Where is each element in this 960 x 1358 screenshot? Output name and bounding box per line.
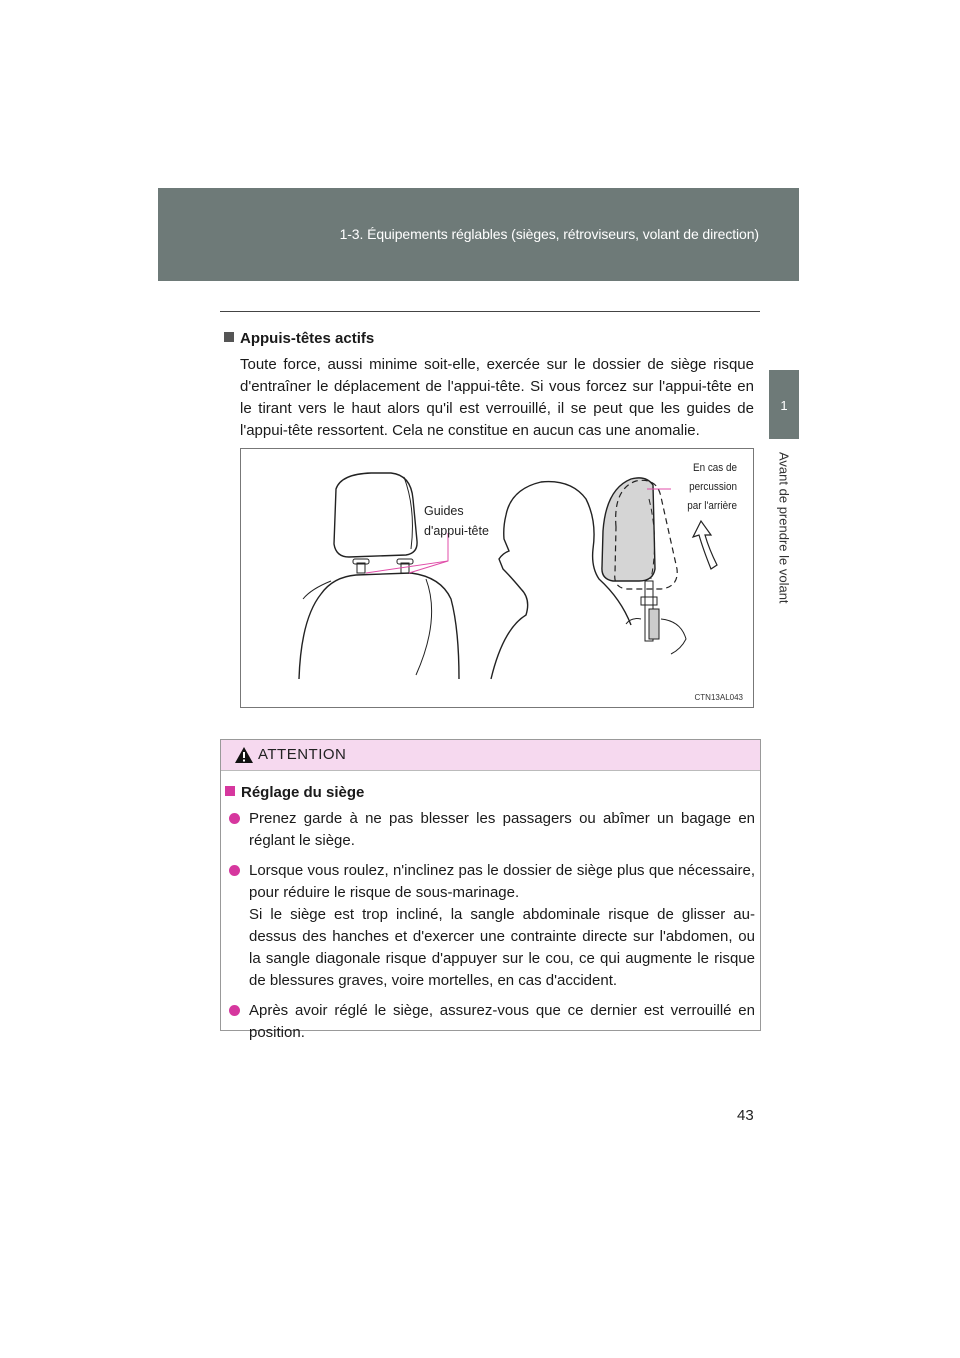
headrest-diagram xyxy=(241,449,753,707)
chapter-tab xyxy=(769,370,799,439)
warning-subtitle-row xyxy=(225,784,364,801)
label-rear-impact xyxy=(683,459,737,516)
warning-list xyxy=(225,808,755,1052)
bullet-dot-icon xyxy=(229,865,240,876)
section-title: Appuis-têtes actifs xyxy=(240,330,375,347)
warning-box xyxy=(220,739,761,1041)
label-impact-line2: percussion xyxy=(689,481,737,493)
warning-triangle-icon xyxy=(234,746,254,764)
warning-header xyxy=(221,740,760,771)
header-band xyxy=(158,188,799,281)
warning-item-text: Lorsque vous roulez, n'inclinez pas le dossier de siège plus que nécessaire, pour réduire le risque de sous-marinage. xyxy=(249,862,755,901)
warning-item xyxy=(225,1000,755,1044)
section-divider xyxy=(220,311,760,312)
side-chapter-label xyxy=(776,452,792,632)
chapter-tab-number: 1 xyxy=(780,398,788,413)
warning-subtitle: Réglage du siège xyxy=(241,784,365,801)
bullet-dot-icon xyxy=(229,1005,240,1016)
label-guides-line2: d'appui-tête xyxy=(424,524,489,538)
warning-item xyxy=(225,860,755,992)
warning-title: ATTENTION xyxy=(258,746,347,763)
label-impact-line1: En cas de xyxy=(692,462,737,474)
label-impact-line3: par l'arrière xyxy=(687,500,737,512)
square-bullet-icon xyxy=(225,786,235,796)
headrest-illustration xyxy=(240,448,754,708)
chapter-title: 1-3. Équipements réglables (sièges, rétroviseurs, volant de direction) xyxy=(339,226,759,242)
warning-item-text: Après avoir réglé le siège, assurez-vous que ce dernier est verrouillé en position. xyxy=(249,1002,755,1041)
warning-item xyxy=(225,808,755,852)
warning-item-text: Prenez garde à ne pas blesser les passagers ou abîmer un bagage en réglant le siège. xyxy=(249,810,755,849)
bullet-dot-icon xyxy=(229,813,240,824)
section-heading xyxy=(224,330,374,347)
side-chapter-label-text: Avant de prendre le volant xyxy=(776,452,792,604)
square-bullet-icon xyxy=(224,332,234,342)
figure-code: CTN13AL043 xyxy=(694,693,743,702)
label-guides xyxy=(424,501,489,541)
section-body: Toute force, aussi minime soit-elle, exercée sur le dossier de siège risque d'entraîner le déplacement de l'appui-tête. Si vous forcez sur l'appui-tête en le tirant vers le haut alors qu'il est verrouillé, il se peut que les guides de l'appui-tête ressortent. Cela ne constitue en aucun cas une anomalie. xyxy=(240,356,754,439)
warning-item-text: Si le siège est trop incliné, la sangle abdominale risque de glisser au-dessus des hanches et d'exercer une contrainte directe sur l'abdomen, ou la sangle diagonale risque d'appuyer sur le cou, ce qui augmente le risque de blessures graves, voire mortelles, en cas d'accident. xyxy=(249,906,755,989)
page-number: 43 xyxy=(737,1107,754,1124)
label-guides-line1: Guides xyxy=(424,504,464,518)
